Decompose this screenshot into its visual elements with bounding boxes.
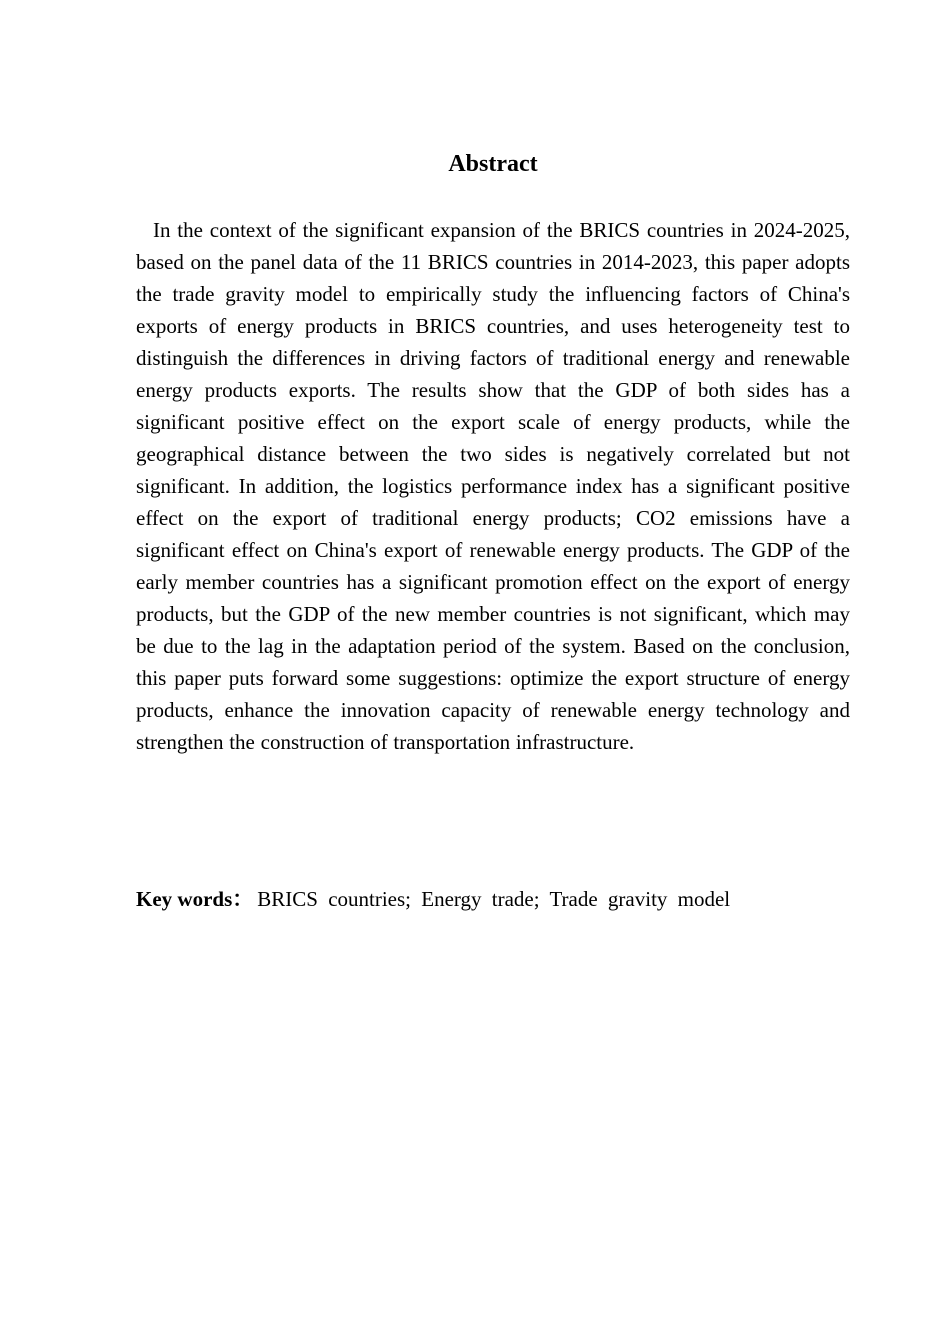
keywords-list: BRICS countries; Energy trade; Trade gravity model <box>257 887 731 911</box>
keywords-label: Key words <box>136 887 233 911</box>
abstract-title: Abstract <box>448 151 538 177</box>
keywords-line <box>136 883 850 915</box>
keywords-separator: ： <box>232 887 254 911</box>
abstract-body: In the context of the significant expansion of the BRICS countries in 2024-2025, based on the panel data of the 11 BRICS countries in 2014-2023, this paper adopts the trade gravity model to empirically study the influencing factors of China's exports of energy products in BRICS countries, and uses heterogeneity test to distinguish the differences in driving factors of traditional energy and renewable energy products exports. The results show that the GDP of both sides has a significant positive effect on the export scale of energy products, while the geographical distance between the two sides is negatively correlated but not significant. In addition, the logistics performance index has a significant positive effect on the export of traditional energy products; CO2 emissions have a significant effect on China's export of renewable energy products. The GDP of the early member countries has a significant promotion effect on the export of energy products, but the GDP of the new member countries is not significant, which may be due to the lag in the adaptation period of the system. Based on the conclusion, this paper puts forward some suggestions: optimize the export structure of energy products, enhance the innovation capacity of renewable energy technology and strengthen the construction of transportation infrastructure. <box>136 218 850 754</box>
